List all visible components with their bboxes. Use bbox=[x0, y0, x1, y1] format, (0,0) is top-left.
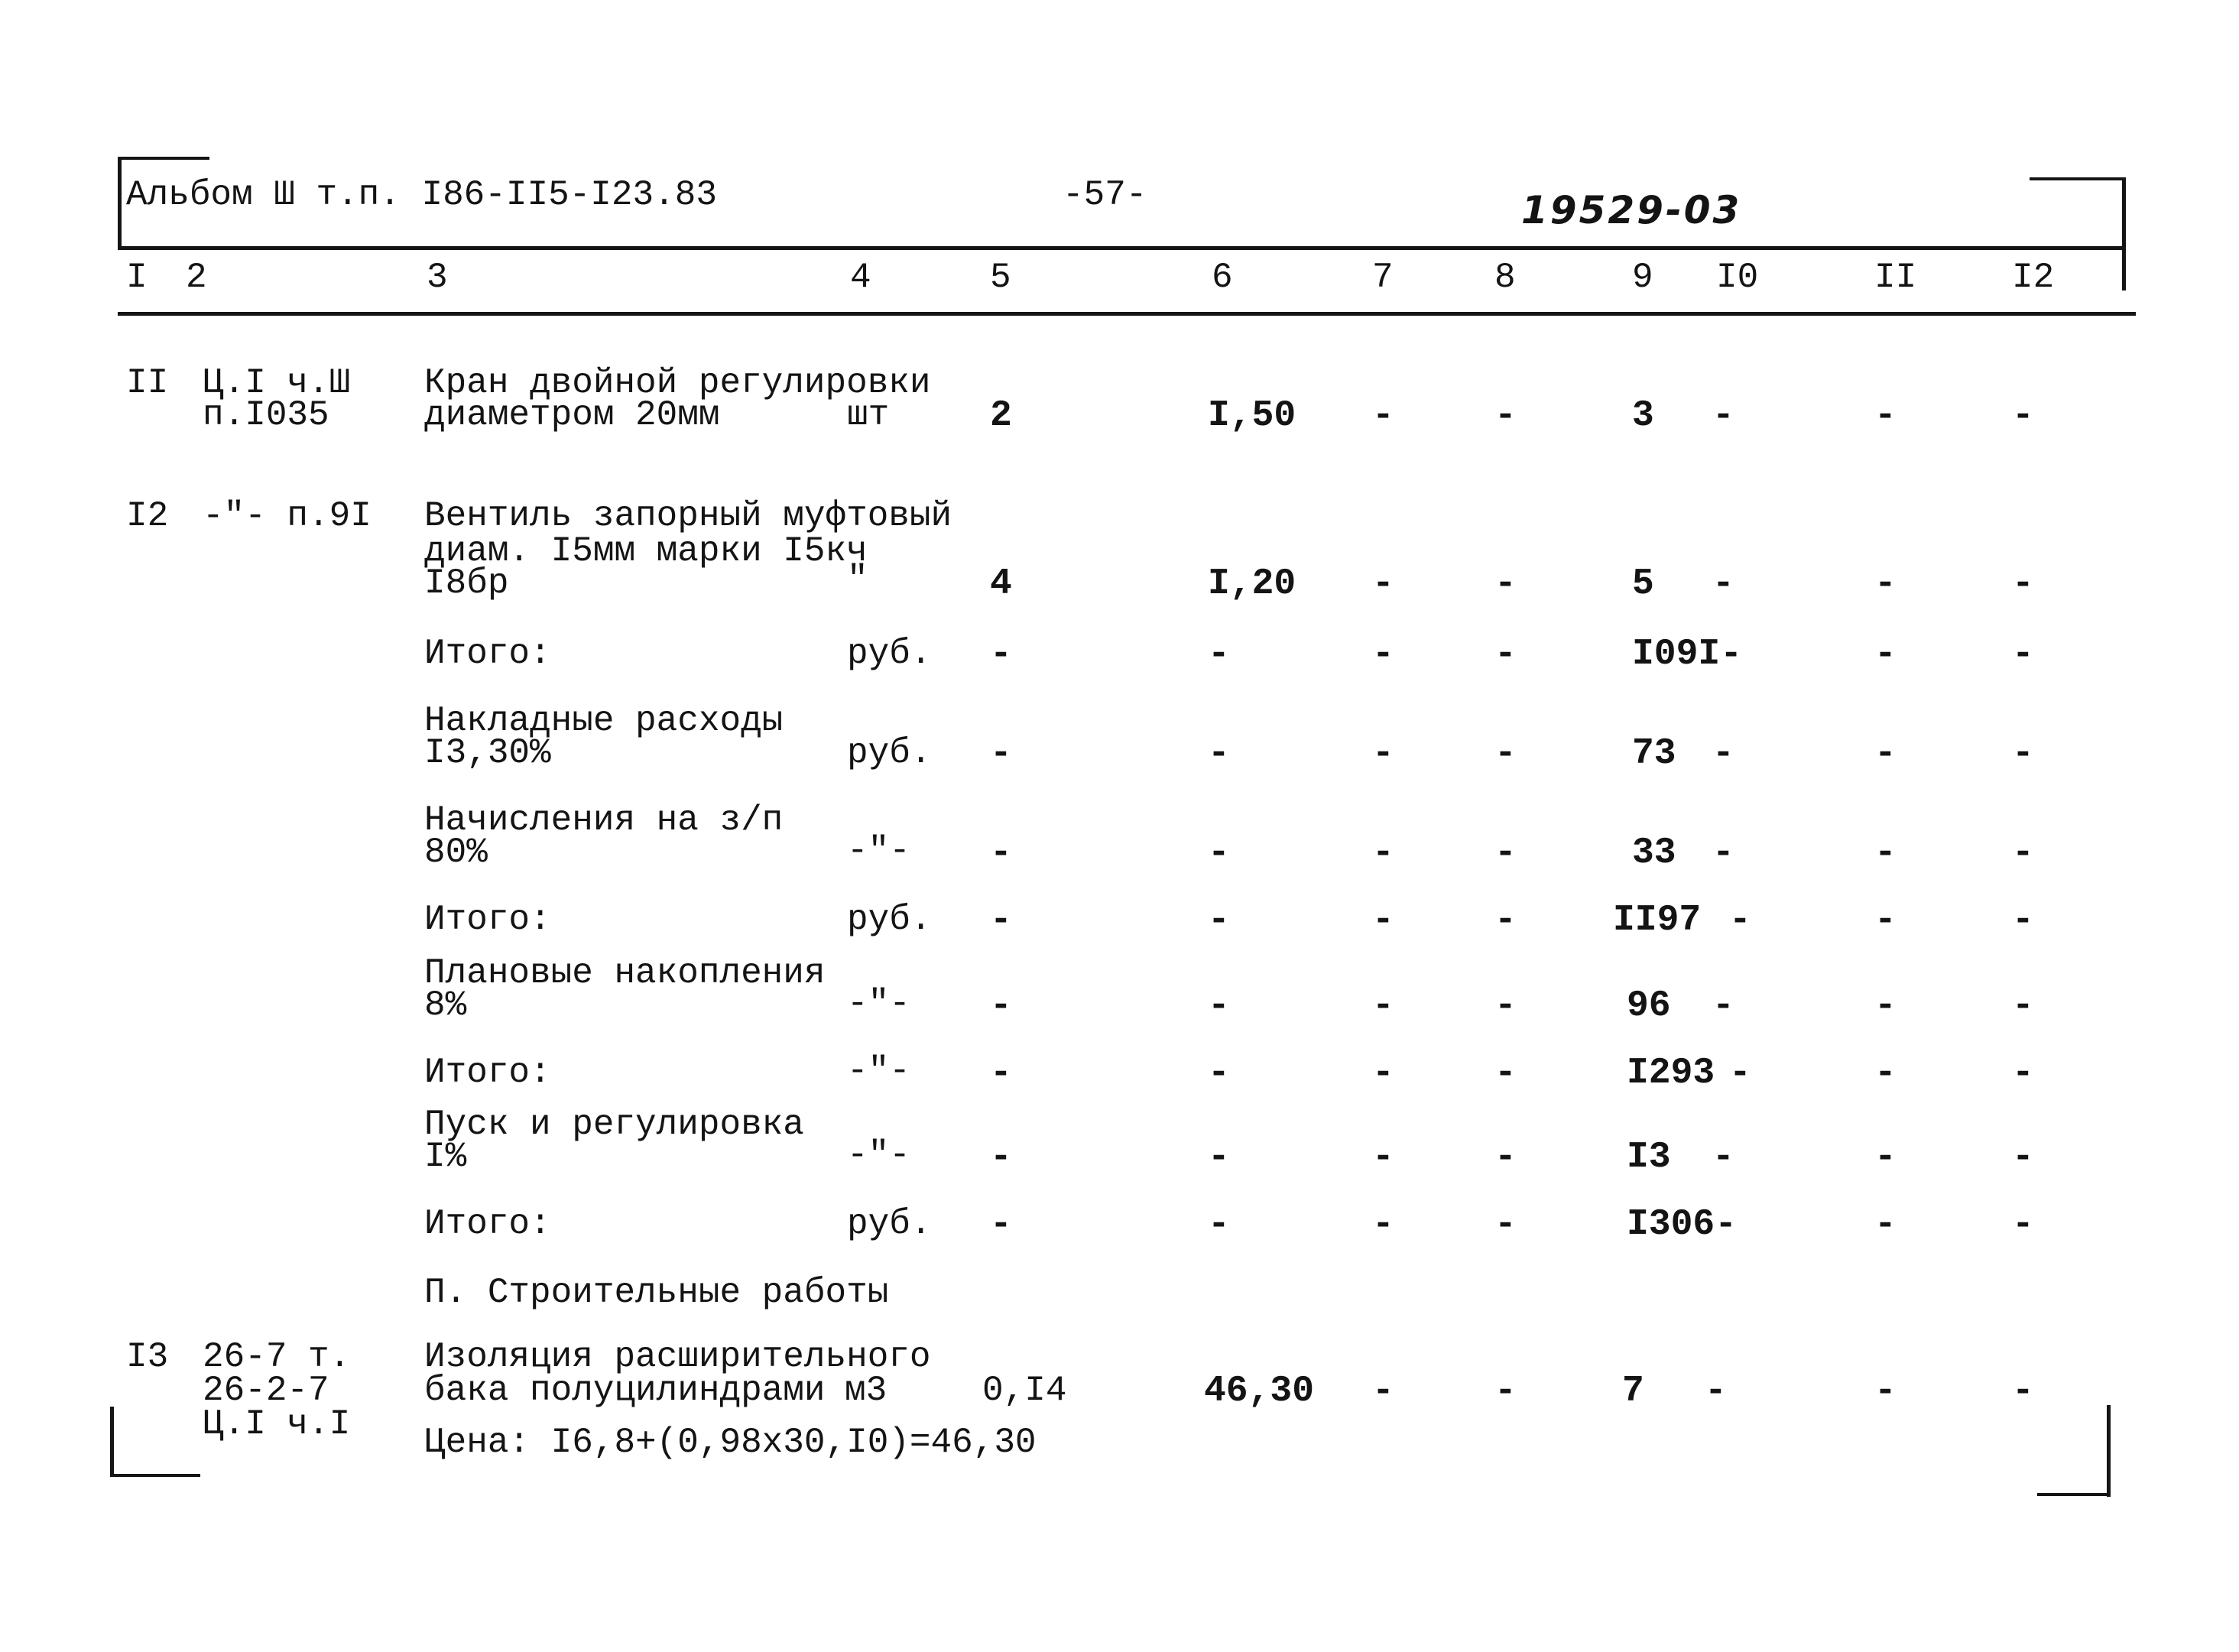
row-unit: руб. bbox=[847, 1204, 932, 1244]
row-description: диам. I5мм марки I5кч bbox=[424, 531, 868, 571]
row-col8: - bbox=[1494, 985, 1517, 1027]
row-col7: - bbox=[1372, 832, 1394, 874]
row-col9: 7 bbox=[1622, 1371, 1644, 1412]
frame-bottom-right bbox=[2037, 1493, 2111, 1496]
row-price: - bbox=[1208, 733, 1230, 774]
frame-left-top bbox=[118, 157, 122, 248]
frame-top-left bbox=[118, 157, 209, 160]
row-number: II bbox=[126, 363, 169, 403]
row-price: - bbox=[1208, 1204, 1230, 1245]
row-col10: - bbox=[1712, 395, 1734, 437]
row-col7: - bbox=[1372, 985, 1394, 1027]
row-col9: I306- bbox=[1627, 1204, 1738, 1245]
row-unit: -"- bbox=[847, 831, 910, 871]
row-col10: - bbox=[1712, 1137, 1734, 1178]
row-col12: - bbox=[2012, 900, 2034, 941]
row-price: - bbox=[1208, 1053, 1230, 1094]
row-description: Итого: bbox=[424, 1053, 551, 1092]
row-description: I8бр bbox=[424, 563, 509, 603]
col-header-5: 5 bbox=[990, 258, 1011, 297]
row-description: Пуск и регулировка bbox=[424, 1105, 804, 1144]
col-header-1: I bbox=[126, 258, 148, 297]
row-col8: - bbox=[1494, 1204, 1517, 1245]
row-col11: - bbox=[1874, 395, 1897, 437]
row-col12: - bbox=[2012, 1137, 2034, 1178]
row-description: Вентиль запорный муфтовый bbox=[424, 496, 952, 536]
row-col12: - bbox=[2012, 1204, 2034, 1245]
row-col9: 3 bbox=[1632, 395, 1654, 437]
frame-right-bottom bbox=[2107, 1405, 2111, 1497]
row-unit: -"- bbox=[847, 1051, 910, 1091]
row-price: - bbox=[1208, 900, 1230, 941]
row-col12: - bbox=[2012, 733, 2034, 774]
row-col12: - bbox=[2012, 1053, 2034, 1094]
col-header-9: 9 bbox=[1632, 258, 1653, 297]
row-col11: - bbox=[1874, 733, 1897, 774]
row-description: Итого: bbox=[424, 1204, 551, 1244]
row-col9: 5 bbox=[1632, 563, 1654, 605]
col-header-10: I0 bbox=[1716, 258, 1759, 297]
row-col7: - bbox=[1372, 1137, 1394, 1178]
row-unit: " bbox=[847, 560, 868, 599]
row-price: - bbox=[1208, 832, 1230, 874]
row-number: I3 bbox=[126, 1337, 169, 1377]
section-heading: П. Строительные работы bbox=[424, 1273, 889, 1313]
row-reference: -"- п.9I bbox=[203, 496, 372, 536]
row-col7: - bbox=[1372, 1053, 1394, 1094]
row-col8: - bbox=[1494, 832, 1517, 874]
row-col8: - bbox=[1494, 563, 1517, 605]
row-col9: 33 bbox=[1632, 832, 1676, 874]
price-formula: Цена: I6,8+(0,98х30,I0)=46,30 bbox=[424, 1423, 1037, 1462]
row-col12: - bbox=[2012, 1371, 2034, 1412]
row-col10: - bbox=[1712, 733, 1734, 774]
row-description: Накладные расходы bbox=[424, 701, 784, 741]
frame-top-right bbox=[2030, 177, 2125, 180]
row-col10: - bbox=[1729, 1053, 1751, 1094]
row-col11: - bbox=[1874, 1137, 1897, 1178]
row-col12: - bbox=[2012, 985, 2034, 1027]
col-header-12: I2 bbox=[2012, 258, 2055, 297]
col-header-8: 8 bbox=[1494, 258, 1516, 297]
page-number: -57- bbox=[1063, 175, 1147, 215]
row-col10: - bbox=[1712, 832, 1734, 874]
row-col8: - bbox=[1494, 733, 1517, 774]
row-col9: 96 bbox=[1627, 985, 1671, 1027]
col-header-7: 7 bbox=[1372, 258, 1394, 297]
row-col8: - bbox=[1494, 634, 1517, 675]
row-col10: - bbox=[1712, 563, 1734, 605]
row-description: бака полуцилиндрами bbox=[424, 1371, 826, 1410]
row-description: Итого: bbox=[424, 634, 551, 673]
row-col7: - bbox=[1372, 395, 1394, 437]
row-col11: - bbox=[1874, 985, 1897, 1027]
row-price: - bbox=[1208, 634, 1230, 675]
row-col12: - bbox=[2012, 395, 2034, 437]
row-description: диаметром 20мм bbox=[424, 395, 720, 435]
frame-left-bottom bbox=[110, 1407, 114, 1477]
col-header-6: 6 bbox=[1212, 258, 1233, 297]
row-price: I,20 bbox=[1208, 563, 1296, 605]
frame-bottom-left bbox=[110, 1474, 200, 1477]
row-col7: - bbox=[1372, 1371, 1394, 1412]
row-col7: - bbox=[1372, 563, 1394, 605]
row-quantity: 0,I4 bbox=[982, 1371, 1067, 1410]
row-col11: - bbox=[1874, 1204, 1897, 1245]
row-reference: п.I035 bbox=[203, 395, 329, 435]
row-quantity: - bbox=[990, 733, 1012, 774]
row-col11: - bbox=[1874, 1053, 1897, 1094]
row-col10: - bbox=[1712, 985, 1734, 1027]
row-price: I,50 bbox=[1208, 395, 1296, 437]
row-reference: Ц.I ч.I bbox=[203, 1404, 351, 1444]
header-rule bbox=[118, 246, 2124, 250]
row-col9: I3 bbox=[1627, 1137, 1671, 1178]
row-quantity: 4 bbox=[990, 563, 1012, 605]
row-unit: руб. bbox=[847, 634, 932, 673]
row-description: Итого: bbox=[424, 900, 551, 940]
row-description: Кран двойной регулировки bbox=[424, 363, 931, 403]
row-quantity: - bbox=[990, 1137, 1012, 1178]
row-col12: - bbox=[2012, 563, 2034, 605]
row-col9: I09I- bbox=[1632, 634, 1743, 675]
row-col9: 73 bbox=[1632, 733, 1676, 774]
row-col12: - bbox=[2012, 634, 2034, 675]
row-reference: 26-7 т. bbox=[203, 1337, 351, 1377]
row-col7: - bbox=[1372, 900, 1394, 941]
row-description: I% bbox=[424, 1137, 467, 1177]
row-description: Изоляция расширительного bbox=[424, 1337, 931, 1377]
row-description: 8% bbox=[424, 985, 467, 1025]
row-col8: - bbox=[1494, 1137, 1517, 1178]
row-unit: -"- bbox=[847, 984, 910, 1024]
row-col8: - bbox=[1494, 395, 1517, 437]
column-header-rule bbox=[118, 312, 2136, 316]
row-reference: 26-2-7 bbox=[203, 1371, 329, 1410]
row-price: 46,30 bbox=[1204, 1371, 1315, 1412]
row-reference: Ц.I ч.Ш bbox=[203, 363, 351, 403]
row-quantity: 2 bbox=[990, 395, 1012, 437]
row-col8: - bbox=[1494, 1371, 1517, 1412]
row-col10: - bbox=[1729, 900, 1751, 941]
row-col12: - bbox=[2012, 832, 2034, 874]
row-col11: - bbox=[1874, 563, 1897, 605]
row-unit: шт bbox=[847, 395, 890, 435]
row-description: 80% bbox=[424, 832, 488, 872]
row-quantity: - bbox=[990, 1204, 1012, 1245]
row-description: I3,30% bbox=[424, 733, 551, 773]
row-col8: - bbox=[1494, 1053, 1517, 1094]
row-col11: - bbox=[1874, 634, 1897, 675]
row-col7: - bbox=[1372, 1204, 1394, 1245]
row-description: Начисления на з/п bbox=[424, 800, 784, 840]
row-col11: - bbox=[1874, 832, 1897, 874]
row-unit: -"- bbox=[847, 1135, 910, 1175]
document-number: 19529-03 bbox=[1521, 188, 1742, 232]
row-number: I2 bbox=[126, 496, 169, 536]
row-col7: - bbox=[1372, 634, 1394, 675]
row-description: Плановые накопления bbox=[424, 953, 826, 993]
row-price: - bbox=[1208, 985, 1230, 1027]
row-quantity: - bbox=[990, 985, 1012, 1027]
row-unit: руб. bbox=[847, 733, 932, 773]
row-quantity: - bbox=[990, 832, 1012, 874]
row-col10: - bbox=[1705, 1371, 1727, 1412]
row-col8: - bbox=[1494, 900, 1517, 941]
col-header-11: II bbox=[1874, 258, 1917, 297]
col-header-4: 4 bbox=[850, 258, 871, 297]
col-header-2: 2 bbox=[186, 258, 207, 297]
row-quantity: - bbox=[990, 900, 1012, 941]
album-reference: Альбом Ш т.п. I86-II5-I23.83 bbox=[126, 175, 717, 215]
row-unit: м3 bbox=[845, 1371, 887, 1410]
row-col11: - bbox=[1874, 1371, 1897, 1412]
row-quantity: - bbox=[990, 634, 1012, 675]
row-col7: - bbox=[1372, 733, 1394, 774]
row-col11: - bbox=[1874, 900, 1897, 941]
row-col9: I293 bbox=[1627, 1053, 1715, 1094]
frame-right-top bbox=[2122, 177, 2126, 290]
row-quantity: - bbox=[990, 1053, 1012, 1094]
row-price: - bbox=[1208, 1137, 1230, 1178]
row-unit: руб. bbox=[847, 900, 932, 940]
col-header-3: 3 bbox=[427, 258, 448, 297]
row-col9: II97 bbox=[1613, 900, 1702, 941]
